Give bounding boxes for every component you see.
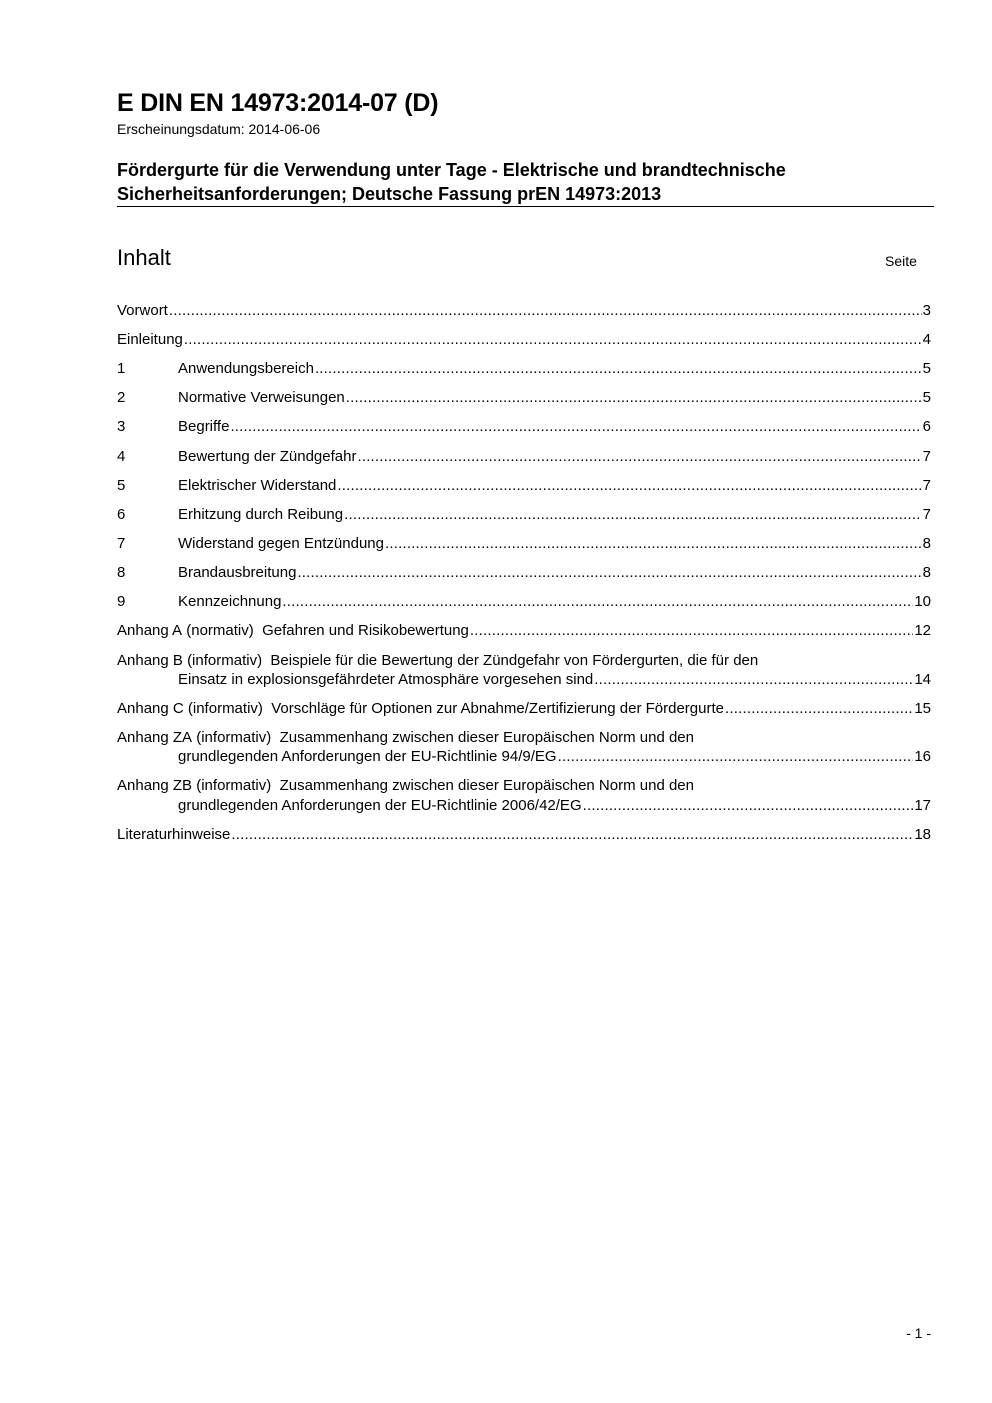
toc-entry-page: 7 bbox=[922, 448, 931, 465]
toc-entry-title: Einsatz in explosionsgefährdeter Atmosphäre vorgesehen sind bbox=[178, 671, 594, 688]
toc-entry-title: Bewertung der Zündgefahr bbox=[178, 448, 357, 465]
toc-entry-page: 8 bbox=[922, 564, 931, 581]
toc-entry-einleitung[interactable] bbox=[117, 331, 931, 349]
toc-entry-title: Brandausbreitung bbox=[178, 564, 297, 581]
toc-section-number: 4 bbox=[117, 448, 126, 465]
toc-entry-page: 10 bbox=[914, 593, 931, 610]
toc-section-number: 5 bbox=[117, 477, 126, 494]
document-title-line-2: Sicherheitsanforderungen; Deutsche Fassung prEN 14973:2013 bbox=[117, 184, 662, 204]
toc-entry-annex-zb-line-2[interactable] bbox=[117, 797, 931, 815]
toc-section-number: 2 bbox=[117, 389, 126, 406]
publication-date: Erscheinungsdatum: 2014-06-06 bbox=[117, 121, 321, 137]
toc-entry-title: Vorschläge für Optionen zur Abnahme/Zertifizierung der Fördergurte bbox=[271, 700, 724, 717]
toc-leader-dots bbox=[231, 826, 913, 844]
toc-annex-label: Anhang B bbox=[117, 652, 183, 669]
toc-entry-page: 17 bbox=[914, 797, 931, 814]
toc-leader-dots bbox=[344, 506, 922, 524]
toc-entry-section-8[interactable] bbox=[117, 564, 931, 582]
toc-leader-dots bbox=[230, 418, 921, 436]
toc-entry-title: Normative Verweisungen bbox=[178, 389, 345, 406]
toc-entry-annex-za-line-1[interactable] bbox=[117, 729, 694, 747]
toc-annex-kind: (informativ) bbox=[187, 652, 263, 669]
toc-section-number: 8 bbox=[117, 564, 126, 581]
toc-entry-title: Einleitung bbox=[117, 331, 183, 348]
toc-entry-page: 18 bbox=[914, 826, 931, 843]
toc-entry-annex-zb-line-1[interactable] bbox=[117, 777, 694, 795]
toc-entry-page: 15 bbox=[914, 700, 931, 717]
toc-annex-label: Anhang A bbox=[117, 622, 183, 639]
toc-entry-page: 12 bbox=[914, 622, 931, 639]
toc-annex-label: Anhang ZB bbox=[117, 777, 193, 794]
toc-leader-dots bbox=[282, 593, 913, 611]
toc-entry-literatur[interactable] bbox=[117, 826, 931, 844]
toc-entry-page: 7 bbox=[922, 477, 931, 494]
toc-entry-page: 3 bbox=[922, 302, 931, 319]
toc-leader-dots bbox=[385, 535, 922, 553]
toc-entry-title: Begriffe bbox=[178, 418, 230, 435]
document-title-line-1: Fördergurte für die Verwendung unter Tage - Elektrische und brandtechnische bbox=[117, 160, 786, 180]
toc-entry-page: 14 bbox=[914, 671, 931, 688]
toc-entry-vorwort[interactable] bbox=[117, 302, 931, 320]
toc-entry-title: Kennzeichnung bbox=[178, 593, 282, 610]
toc-leader-dots bbox=[297, 564, 921, 582]
toc-entry-title: Elektrischer Widerstand bbox=[178, 477, 337, 494]
toc-leader-dots bbox=[184, 331, 922, 349]
toc-entry-page: 4 bbox=[922, 331, 931, 348]
toc-section-number: 3 bbox=[117, 418, 126, 435]
toc-leader-dots bbox=[346, 389, 922, 407]
toc-annex-kind: (informativ) bbox=[196, 777, 272, 794]
toc-entry-title: Literaturhinweise bbox=[117, 826, 231, 843]
toc-annex-kind: (normativ) bbox=[186, 622, 254, 639]
toc-entry-page: 7 bbox=[922, 506, 931, 523]
toc-leader-dots bbox=[725, 700, 913, 718]
toc-section-number: 7 bbox=[117, 535, 126, 552]
toc-entry-section-5[interactable] bbox=[117, 477, 931, 495]
toc-entry-title: Gefahren und Risikobewertung bbox=[262, 622, 469, 639]
toc-entry-section-6[interactable] bbox=[117, 506, 931, 524]
toc-entry-annex-za-line-2[interactable] bbox=[117, 748, 931, 766]
toc-annex-kind: (informativ) bbox=[196, 729, 272, 746]
toc-entry-title: Vorwort bbox=[117, 302, 168, 319]
toc-leader-dots bbox=[594, 671, 913, 689]
toc-annex-kind: (informativ) bbox=[187, 700, 263, 717]
toc-entry-page: 8 bbox=[922, 535, 931, 552]
toc-leader-dots bbox=[583, 797, 914, 815]
toc-heading: Inhalt bbox=[117, 245, 171, 270]
toc-leader-dots bbox=[357, 448, 921, 466]
toc-leader-dots bbox=[470, 622, 913, 640]
toc-entry-title: Erhitzung durch Reibung bbox=[178, 506, 344, 523]
toc-entry-page: 5 bbox=[922, 389, 931, 406]
toc-entry-title: Widerstand gegen Entzündung bbox=[178, 535, 384, 552]
toc-entry-page: 16 bbox=[914, 748, 931, 765]
toc-leader-dots bbox=[558, 748, 914, 766]
toc-entry-annex-c[interactable] bbox=[117, 700, 931, 718]
toc-entry-section-9[interactable] bbox=[117, 593, 931, 611]
toc-entry-title: Zusammenhang zwischen dieser Europäischen Norm und den bbox=[279, 729, 694, 746]
toc-entry-annex-b-line-2[interactable] bbox=[117, 671, 931, 689]
document-id: E DIN EN 14973:2014-07 (D) bbox=[117, 89, 439, 117]
toc-entry-annex-a[interactable] bbox=[117, 622, 931, 640]
toc-annex-label: Anhang C bbox=[117, 700, 184, 717]
toc-entry-title: Anwendungsbereich bbox=[178, 360, 314, 377]
toc-entry-page: 5 bbox=[922, 360, 931, 377]
toc-leader-dots bbox=[315, 360, 922, 378]
toc-entry-title: grundlegenden Anforderungen der EU-Richtlinie 2006/42/EG bbox=[178, 797, 582, 814]
toc-leader-dots bbox=[337, 477, 921, 495]
toc-annex-label: Anhang ZA bbox=[117, 729, 193, 746]
toc-entry-section-4[interactable] bbox=[117, 448, 931, 466]
toc-section-number: 9 bbox=[117, 593, 126, 610]
toc-entry-title: grundlegenden Anforderungen der EU-Richtlinie 94/9/EG bbox=[178, 748, 557, 765]
toc-entry-section-2[interactable] bbox=[117, 389, 931, 407]
toc-page-column-label: Seite bbox=[885, 253, 917, 269]
toc-section-number: 6 bbox=[117, 506, 126, 523]
title-divider bbox=[117, 206, 934, 207]
toc-entry-section-3[interactable] bbox=[117, 418, 931, 436]
toc-section-number: 1 bbox=[117, 360, 126, 377]
toc-entry-section-1[interactable] bbox=[117, 360, 931, 378]
toc-entry-section-7[interactable] bbox=[117, 535, 931, 553]
toc-entry-page: 6 bbox=[922, 418, 931, 435]
toc-entry-title: Zusammenhang zwischen dieser Europäischen Norm und den bbox=[279, 777, 694, 794]
page-number: - 1 - bbox=[906, 1325, 931, 1341]
toc-entry-annex-b-line-1[interactable] bbox=[117, 652, 758, 670]
toc-leader-dots bbox=[169, 302, 922, 320]
toc-entry-title: Beispiele für die Bewertung der Zündgefahr von Fördergurten, die für den bbox=[270, 652, 759, 669]
